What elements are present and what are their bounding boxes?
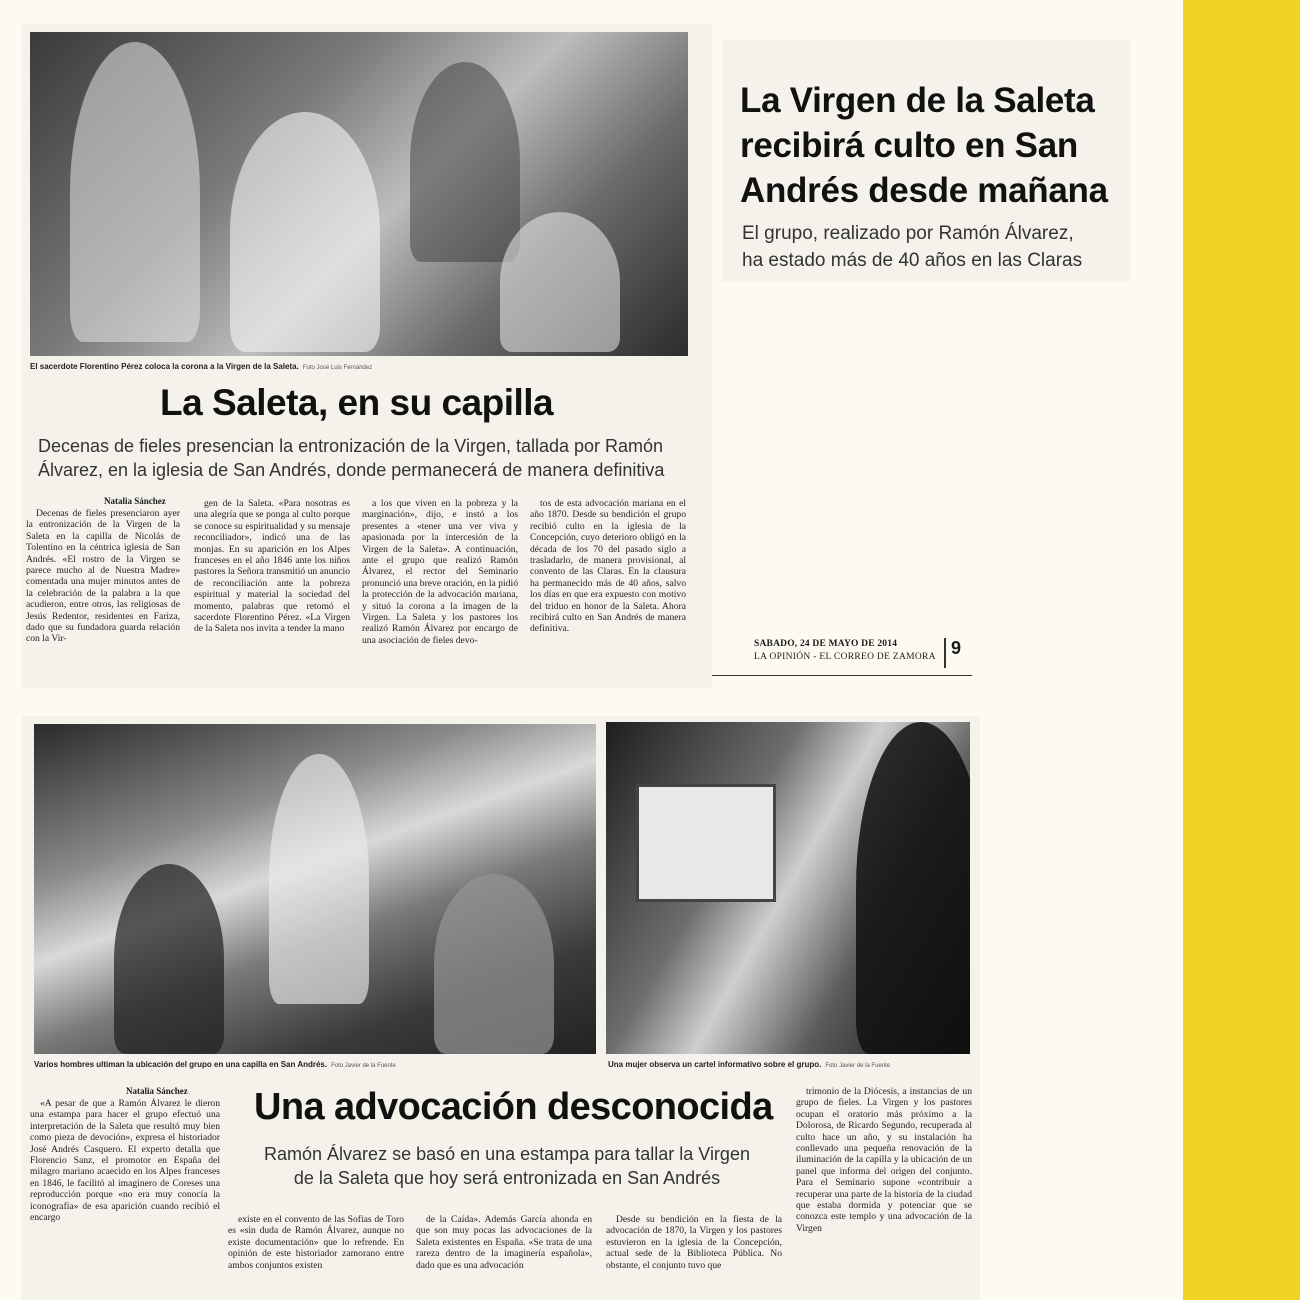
top-col-4 [530, 498, 686, 682]
title-clipping [722, 40, 1130, 282]
priest-shape [230, 112, 380, 352]
bottom-col-3-text: de la Caída». Además García ahonda en que son muy pocas las advocaciones de la Saleta existentes en España. «Se trata de una rareza dentro de la imaginería española», dado que es una advocación [416, 1214, 592, 1271]
bottom-right-credit: Foto Javier de la Fuente [825, 1063, 891, 1069]
dateline-date: SABADO, 24 DE MAYO DE 2014 [754, 639, 898, 649]
man-right-shape [434, 874, 554, 1054]
top-headline: La Saleta, en su capilla [160, 382, 554, 423]
saleta-statue-shape [269, 754, 369, 1004]
top-article-clipping [22, 24, 712, 688]
altar-niche-shape [410, 62, 520, 262]
information-panel-shape [636, 784, 776, 902]
virgin-statue-shape [70, 42, 200, 342]
bottom-col-2 [228, 1214, 404, 1300]
dateline-paper: LA OPINIÓN - EL CORREO DE ZAMORA [754, 652, 936, 662]
top-col-3-text: a los que viven en la pobreza y la marginación», dijo, e instó a los presentes a «tener una ver viva y apasionada por la intercesión de la Virgen de la Saleta». A continuación, ante el grupo que realizó Ramón Álvarez, el rector del Seminario pronunció una breve oración, en la pidió la protección de la advocación mariana, y situó la corona a la imagen de la Virgen. La Saleta y los pastores los realizó Ramón Álvarez por encargo de una asociación de fieles devo- [362, 498, 518, 646]
bottom-left-caption-text: Varios hombres ultiman la ubicación del grupo en una capilla en San Andrés. [34, 1060, 328, 1069]
bottom-right-caption-text: Una mujer observa un cartel informativo sobre el grupo. [608, 1060, 822, 1069]
dateline [712, 636, 972, 676]
bottom-left-credit: Foto Javier de la Fuente [331, 1063, 396, 1069]
bottom-col-1 [30, 1098, 220, 1300]
bottom-left-caption [34, 1060, 396, 1069]
altar-boy-shape [500, 212, 620, 352]
chapel-photo [34, 724, 596, 1054]
bottom-col-1-text: «A pesar de que a Ramón Álvarez le dieron una estampa para hacer el grupo efectuó una interpretación de la Saleta que resultó muy bien como pieza de devoción», expresa el historiador José Andrés Casquero. El experto detalla que Florencio Sanz, el promotor en España del milagro mariano acaecido en los Alpes franceses en 1846, le facilitó al imaginero de Coreses una reproducción porque «no era muy conocía la iconografía» de esa aparición cuando recibió el encargo [30, 1098, 220, 1224]
bottom-right-caption [608, 1060, 890, 1069]
top-photo-credit: Foto José Luis Fernández [302, 365, 373, 371]
man-left-shape [114, 864, 224, 1054]
page-number: 9 [944, 638, 961, 668]
bottom-col-2-text: existe en el convento de las Sofías de Toro es «sin duda de Ramón Álvarez, aunque no existe documentación» que lo refrende. En opinión de este historiador zamorano entre ambos conjuntos existen [228, 1214, 404, 1271]
top-col-2-text: gen de la Saleta. «Para nosotras es una alegría que se ponga al culto porque se conoce su espiritualidad y su mensaje reconciliador», indicó una de las monjas. En su aparición en los Alpes franceses en el año 1846 ante los niños pastores la Señora transmitió un anuncio de reconciliación ante la pobreza espiritual y material la sociedad del momento, palabras que retomó el sacerdote Florentino Pérez. «La Virgen de la Saleta nos invita a tender la mano [194, 498, 350, 635]
top-byline: Natalia Sánchez [104, 496, 166, 506]
top-col-1-text: Decenas de fieles presenciaron ayer la entronización de la Virgen de la Saleta en la capilla de Nicolás de Tolentino en la céntrica iglesia de San Andrés. «El rostro de la Virgen se parece mucho al de Nuestra Madre» comentada una mujer minutos antes de la celebración de la palabra a la que acudieron, entre otros, las religiosas de Jesús Redentor, residentes en Fariza, dado que su fundadora guarda relación con la Vir- [26, 508, 180, 645]
title-subhead [742, 220, 1082, 274]
title-subhead-line-2: ha estado más de 40 años en las Claras [742, 250, 1083, 271]
title-headline [740, 78, 1108, 213]
coronation-photo [30, 32, 688, 356]
bottom-article-clipping [22, 716, 980, 1300]
bottom-col-5 [796, 1086, 972, 1300]
bottom-col-5-text: trimonio de la Diócesis, a instancias de un grupo de fieles. La Virgen y los pastores ocupan el oratorio más próximo a la Dolorosa, de Ricardo Segundo, recuperada al culto hace un año, y su instalación ha conllevado una pequeña renovación de la iluminación de la capilla y la ubicación de un panel que informa del origen del conjunto. Para el Seminario supone «contribuir a recuperar una parte de la historia de la ciudad que estaba dormida y potenciar que se conozca este templo y una advocación de la Virgen [796, 1086, 972, 1234]
top-col-1 [26, 508, 180, 682]
bottom-headline: Una advocación desconocida [254, 1086, 773, 1128]
bottom-subhead [222, 1142, 792, 1190]
bottom-byline: Natalia Sánchez [126, 1086, 188, 1096]
top-col-3 [362, 498, 518, 682]
top-photo-caption [30, 362, 372, 371]
bottom-col-3 [416, 1214, 592, 1300]
title-headline-line-2: recibirá culto en San [740, 126, 1078, 165]
yellow-side-band [1183, 0, 1300, 1300]
top-col-2 [194, 498, 350, 682]
bottom-subhead-line-2: de la Saleta que hoy será entronizada en San Andrés [293, 1168, 721, 1188]
title-headline-line-3: Andrés desde mañana [740, 171, 1108, 210]
title-subhead-line-1: El grupo, realizado por Ramón Álvarez, [742, 223, 1074, 244]
top-subhead: Decenas de fieles presencian la entronización de la Virgen, tallada por Ramón Álvarez, en la iglesia de San Andrés, donde permanecerá de manera definitiva [38, 436, 665, 480]
bottom-subhead-line-1: Ramón Álvarez se basó en una estampa para tallar la Virgen [264, 1144, 750, 1164]
title-headline-line-1: La Virgen de la Saleta [740, 81, 1095, 120]
woman-silhouette-shape [856, 722, 970, 1054]
top-photo-caption-text: El sacerdote Florentino Pérez coloca la corona a la Virgen de la Saleta. [30, 362, 299, 371]
poster-photo [606, 722, 970, 1054]
bottom-col-4 [606, 1214, 782, 1300]
bottom-col-4-text: Desde su bendición en la fiesta de la advocación de 1870, la Virgen y los pastores estuvieron en la iglesia de la Concepción, actual sede de la Biblioteca Pública. No obstante, el conjunto tuvo que [606, 1214, 782, 1271]
top-col-4-text: tos de esta advocación mariana en el año 1870. Desde su bendición el grupo recibió culto en la iglesia de la Concepción, cuyo deterioro obligó en la década de los 70 del pasado siglo a trasladarlo, de manera provisional, al convento de las Claras. En la clausura ha permanecido más de 40 años, salvo los días en que era expuesto con motivo del triduo en honor de la Saleta. Ahora recibirá culto en San Andrés de manera definitiva. [530, 498, 686, 635]
